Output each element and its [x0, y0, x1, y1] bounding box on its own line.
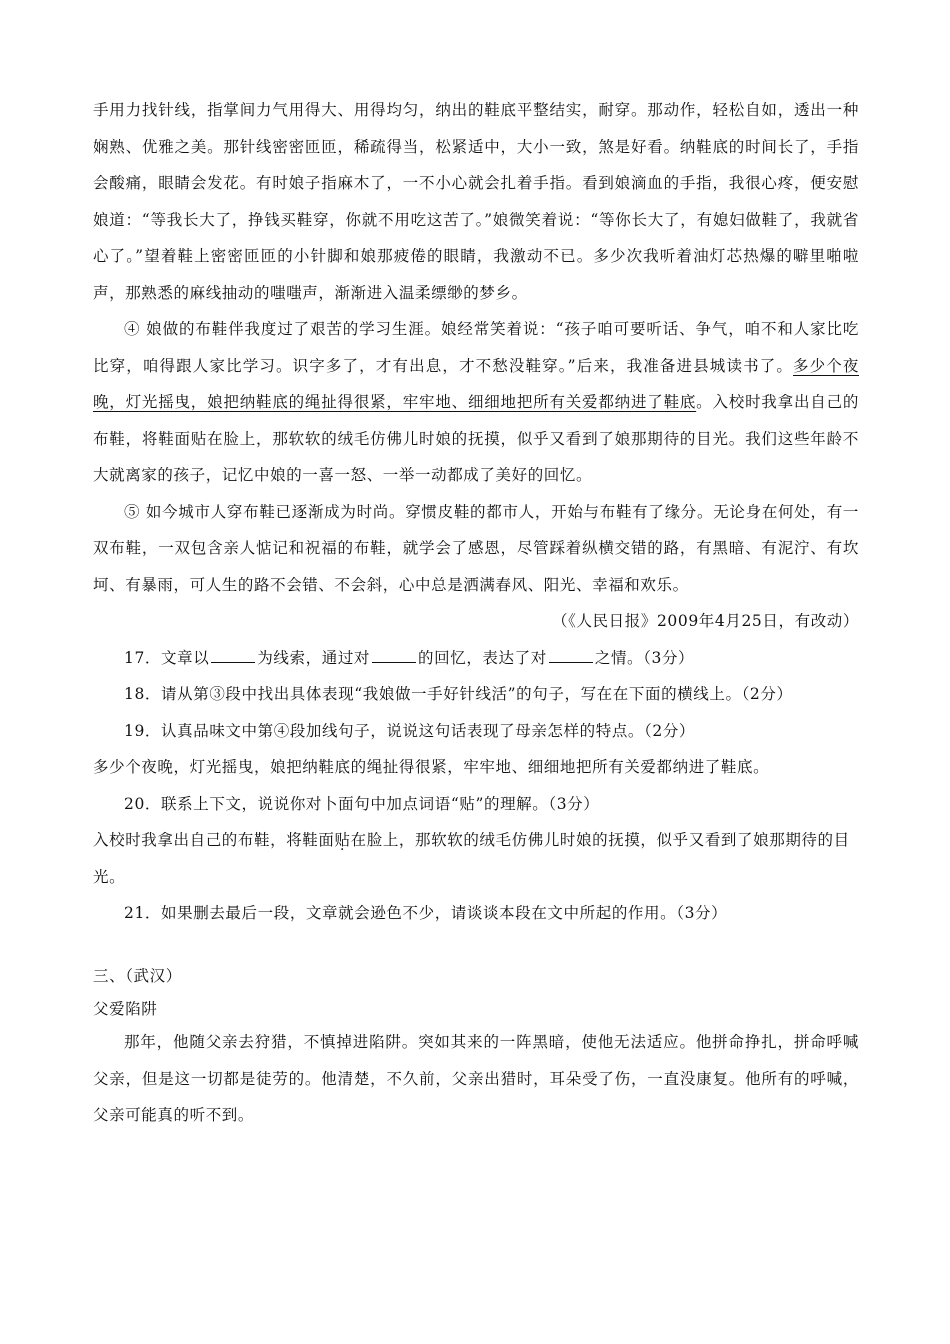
- source-citation: （《人民日报》2009年4月25日，有改动）: [552, 612, 859, 630]
- q17-text-c: 的回忆，表达了对: [418, 648, 547, 667]
- question-20-quote: [93, 822, 859, 895]
- question-21: 21．如果删去最后一段，文章就会逊色不少，请谈谈本段在文中所起的作用。（3分）: [124, 904, 728, 922]
- q20-quote-b: 在脸上，那软软的绒毛仿佛儿时娘的抚摸，似乎又看到了娘那期待的目光。: [93, 831, 850, 886]
- answer-blank-3[interactable]: [549, 648, 593, 663]
- paragraph-4-text-b: 。入校时我拿出自己的布鞋，将鞋面贴在脸上，那软软的绒毛仿佛儿时娘的抚摸，似乎又看到了娘那期待的目光。我们这些年龄不大就离家的孩子，记忆中娘的一喜一怒、一举一动都成了美好的回忆。: [93, 393, 859, 484]
- paragraph-5: ⑤ 如今城市人穿布鞋已逐渐成为时尚。穿惯皮鞋的都市人，开始与布鞋有了缘分。无论身在何处，有一双布鞋，一双包含亲人惦记和祝福的布鞋，就学会了感恩，尽管踩着纵横交错的路，有黑暗、有泥泞、有坎坷、有暴雨，可人生的路不会错、不会斜，心中总是洒满春风、阳光、幸福和欢乐。: [93, 502, 859, 594]
- section-3-title: 父爱陷阱: [93, 1000, 158, 1018]
- section-3-paragraph-1: 那年，他随父亲去狩猎，不慎掉进陷阱。突如其来的一阵黑暗，使他无法适应。他拼命挣扎，拼命呼喊父亲，但是这一切都是徒劳的。他清楚，不久前，父亲出猎时，耳朵受了伤，一直没康复。他所有的呼喊，父亲可能真的听不到。: [93, 1033, 859, 1124]
- paragraph-4-text-a: ④ 娘做的布鞋伴我度过了艰苦的学习生涯。娘经常笑着说：“孩子咱可要听话、争气，咱不和人家比吃比穿，咱得跟人家比学习。识字多了，才有出息，才不愁没鞋穿。”后来，我准备进县城读书了。: [93, 320, 859, 375]
- question-18: 18．请从第③段中找出具体表现“我娘做一手好针线活”的句子，写在在下面的横线上。（2分）: [124, 685, 793, 703]
- question-17: [93, 640, 859, 677]
- answer-blank-1[interactable]: [211, 648, 255, 663]
- q17-text-d: 之情。（3分）: [594, 648, 695, 667]
- question-19: 19．认真品味文中第④段加线句子，说说这句话表现了母亲怎样的特点。（2分）: [124, 721, 696, 740]
- document-page: [93, 92, 859, 1134]
- paragraph-3-continued: 手用力找针线，指掌间力气用得大、用得均匀，纳出的鞋底平整结实，耐穿。那动作，轻松自如，透出一种娴熟、优雅之美。那针线密密匝匝，稀疏得当，松紧适中，大小一致，煞是好看。纳鞋底的时间长了，手指会酸痛，眼睛会发花。有时娘子指麻木了，一不小心就会扎着手指。看到娘滴血的手指，我很心疼，便安慰娘道：“等我长大了，挣钱买鞋穿，你就不用吃这苦了。”娘微笑着说：“等你长大了，有媳妇做鞋了，我就省心了。”望着鞋上密密匝匝的小针脚和娘那疲倦的眼睛，我激动不已。多少次我听着油灯芯热爆的噼里啪啦声，那熟悉的麻线抽动的嗤嗤声，渐渐进入温柔缥缈的梦乡。: [93, 101, 859, 302]
- answer-blank-2[interactable]: [372, 648, 416, 663]
- q20-quote-a: 入校时我拿出自己的布鞋，将鞋面: [93, 831, 335, 849]
- q17-text-a: 17．文章以: [124, 648, 210, 667]
- question-19-quote: 多少个夜晚，灯光摇曳，娘把纳鞋底的绳扯得很紧，牢牢地、细细地把所有关爱都纳进了鞋底。: [93, 758, 770, 776]
- dotted-word: 贴: [334, 831, 351, 849]
- underlined-sentence: 多少个夜晚，灯光摇曳，娘把纳鞋底的绳扯得很紧，牢牢地、细细地把所有关爱都纳进了鞋底: [93, 356, 859, 411]
- section-3-heading: 三、（武汉）: [93, 966, 182, 985]
- question-20: 20．联系上下文，说说你对卜面句中加点词语“贴”的理解。（3分）: [124, 794, 600, 813]
- q17-text-b: 为线索，通过对: [257, 648, 371, 667]
- paragraph-4: [93, 311, 859, 494]
- section-gap: [93, 932, 859, 958]
